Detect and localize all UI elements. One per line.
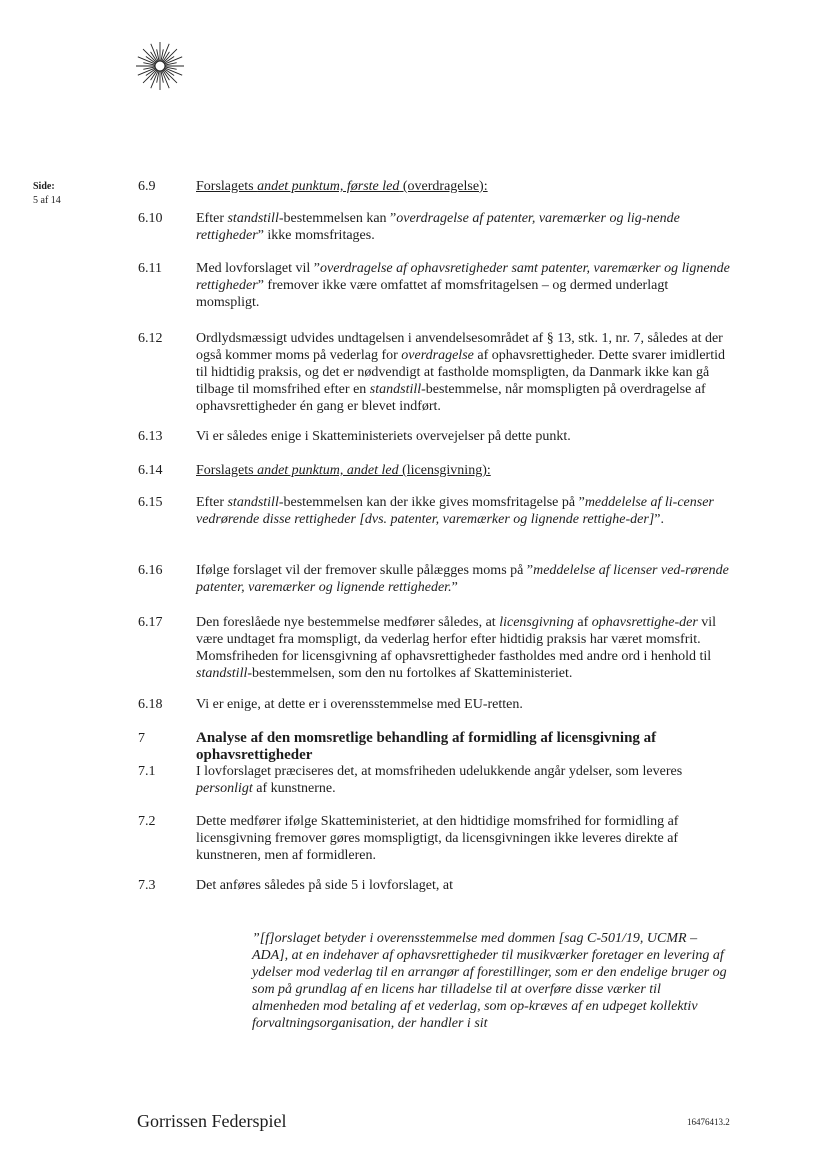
paragraph-number: 7.1: [138, 764, 156, 779]
text-run: Dette medfører ifølge Skatteministeriet, at den hidtidige momsfrihed for formidling af licensgivning fremover gøres momspligtigt, da licensgivningen ikke leveres direkte af kunstneren, men af formidleren.: [196, 814, 679, 863]
text-run: (licensgivning):: [398, 463, 491, 478]
text-run: Forslagets: [196, 463, 258, 478]
text-run: Vi er enige, at dette er i overensstemmelse med EU-retten.: [196, 697, 523, 712]
paragraph-number: 7.3: [138, 878, 156, 893]
text-run: Efter: [196, 495, 228, 510]
text-run: vil være undtaget fra momspligt, da vederlag herfor efter hidtidig praksis har været momsfrit. Momsfriheden for licensgivning af ophavsrettigheder fastholdes med andre ord i henhold til: [196, 615, 717, 664]
sunburst-logo-icon: [134, 40, 186, 92]
side-label: Side:: [33, 181, 55, 192]
text-run: andet punktum, andet led: [257, 463, 399, 478]
text-run: Analyse af den momsretlige behandling af formidling af licensgivning af ophavsrettigheder: [196, 730, 657, 763]
text-run: af ophavsrettigheder. Dette svarer imidlertid til hidtidig praksis, og det er nødvendigt at fastholde momspligten, da Danmark ikke kan gå tilbage til momsfrihed efter en: [196, 348, 725, 397]
text-run: ”.: [654, 512, 664, 527]
text-run: -bestemmelsen kan ”: [278, 211, 397, 226]
text-run: Den foreslåede nye bestemmelse medfører således, at: [196, 615, 500, 630]
paragraph-number: 6.18: [138, 697, 163, 712]
text-run: meddelelse af licenser ved-rørende patenter, varemærker og lignende rettigheder.: [196, 563, 729, 595]
paragraph-number: 6.16: [138, 563, 163, 578]
text-run: personligt: [196, 781, 253, 796]
paragraph-number: 6.14: [138, 463, 163, 478]
text-run: Forslagets: [196, 179, 258, 194]
text-run: (overdragelse):: [399, 179, 488, 194]
paragraph-text: [196, 877, 730, 894]
footer-document-ref: 16476413.2: [687, 1117, 730, 1127]
paragraph-number: 6.12: [138, 331, 163, 346]
paragraph-text: [196, 696, 730, 713]
text-run: -bestemmelsen, som den nu fortolkes af Skatteministeriet.: [247, 666, 573, 681]
paragraph-number: 6.13: [138, 429, 163, 444]
text-run: I lovforslaget præciseres det, at momsfriheden udelukkende angår ydelser, som leveres: [196, 764, 683, 779]
paragraph-number: 6.17: [138, 615, 163, 630]
text-run: Det anføres således på side 5 i lovforslaget, at: [196, 878, 453, 893]
block-quote: ”[f]orslaget betyder i overensstemmelse med dommen [sag C-501/19, UCMR – ADA], at en indehaver af ophavsrettigheder til musikværker foretager en levering af ydelser mod vederlag til en arrangør af forestillinger, som er den endelige bruger og som på grundlag af en licens har tilladelse til at overføre disse værker til almenheden mod betaling af et vederlag, som op-kræves af en udpeget kollektiv forvaltningsorganisation, der handler i sit: [252, 931, 727, 1031]
page-indicator: [33, 180, 61, 208]
text-run: af kunstnerne.: [252, 781, 336, 796]
text-run: ” ikke momsfritages.: [257, 228, 375, 243]
paragraph-text: [196, 428, 730, 445]
text-run: Med lovforslaget vil ”: [196, 261, 321, 276]
paragraph-text: [196, 462, 730, 479]
paragraph-number: 6.15: [138, 495, 163, 510]
text-run: af: [573, 615, 592, 630]
text-run: meddelelse af li-censer vedrørende disse rettigheder [dvs. patenter, varemærker og lignende rettighe-der]: [196, 495, 714, 527]
paragraph-text: [196, 763, 730, 797]
paragraph-number: 6.11: [138, 261, 162, 276]
paragraph-text: [196, 178, 730, 195]
paragraph-number: 7: [138, 731, 145, 746]
text-run: -bestemmelsen kan der ikke gives momsfritagelse på ”: [278, 495, 585, 510]
text-run: Efter: [196, 211, 228, 226]
text-run: overdragelse: [401, 348, 474, 363]
paragraph-number: 6.10: [138, 211, 163, 226]
text-run: andet punktum, første led: [257, 179, 400, 194]
text-run: Ifølge forslaget vil der fremover skulle pålægges moms på ”: [196, 563, 534, 578]
paragraph-number: 6.9: [138, 179, 156, 194]
text-run: Ordlydsmæssigt udvides undtagelsen i anvendelsesområdet af § 13, stk. 1, nr. 7, således at der også kommer moms på vederlag for: [196, 331, 723, 363]
text-run: standstill: [227, 495, 279, 510]
page-number: 5 af 14: [33, 195, 61, 206]
text-run: -bestemmelse, når momspligten på overdragelse af ophavsrettigheder én gang er blevet indført.: [196, 382, 706, 414]
text-run: Vi er således enige i Skatteministeriets overvejelser på dette punkt.: [196, 429, 571, 444]
text-run: ” fremover ikke være omfattet af momsfritagelsen – og dermed underlagt momspligt.: [196, 278, 669, 310]
footer-firm-name: Gorrissen Federspiel: [137, 1111, 287, 1131]
text-run: overdragelse af patenter, varemærker og lig-nende rettigheder: [196, 211, 680, 243]
paragraph-text: [196, 730, 730, 764]
text-run: overdragelse af ophavsretigheder samt patenter, varemærker og lignende rettigheder: [196, 261, 730, 293]
text-run: standstill: [369, 382, 422, 397]
paragraph-text: [196, 330, 730, 415]
paragraph-number: 7.2: [138, 814, 156, 829]
text-run: licensgivning: [499, 615, 574, 630]
text-run: ”: [451, 580, 458, 595]
text-run: standstill: [196, 666, 248, 681]
text-run: ophavsrettighe-der: [591, 615, 698, 630]
text-run: standstill: [227, 211, 279, 226]
paragraph-text: [196, 260, 730, 311]
paragraph-text: [196, 614, 730, 682]
paragraph-text: [196, 210, 730, 244]
paragraph-text: [196, 494, 730, 528]
paragraph-text: [196, 813, 730, 864]
paragraph-text: [196, 562, 730, 596]
